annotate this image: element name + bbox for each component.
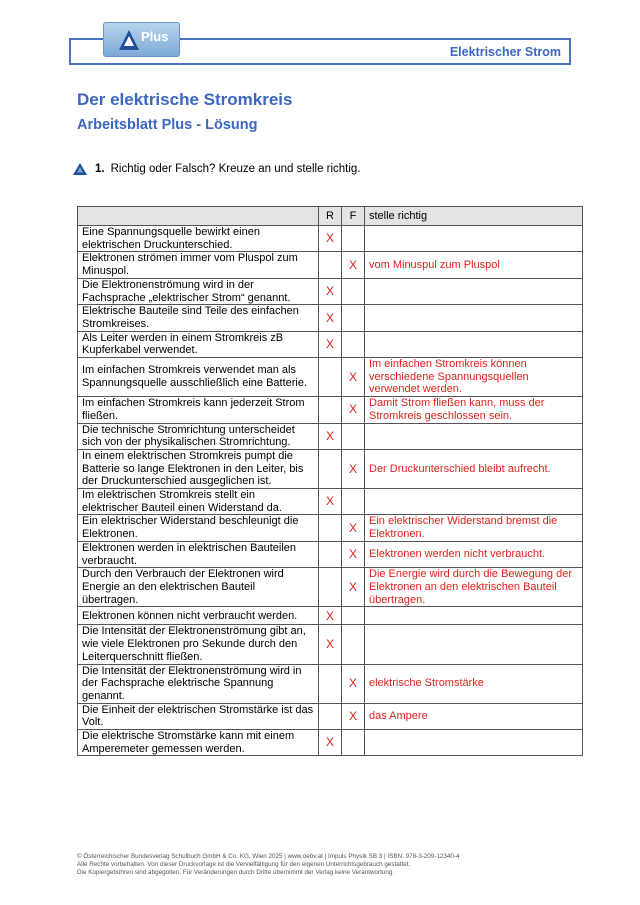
table-row: [78, 226, 583, 252]
table-row: [78, 664, 583, 703]
correction-header: stelle richtig: [365, 207, 583, 226]
table-row: [78, 541, 583, 567]
f-mark-cell: [342, 226, 365, 252]
r-mark-cell: X: [319, 305, 342, 331]
r-mark-cell: [319, 664, 342, 703]
f-mark-cell: X: [342, 703, 365, 729]
r-mark-cell: [319, 397, 342, 423]
statement-cell: Die Einheit der elektrischen Stromstärke ist das Volt.: [78, 703, 319, 729]
statement-cell: Elektrische Bauteile sind Teile des einfachen Stromkreises.: [78, 305, 319, 331]
r-mark-cell: X: [319, 226, 342, 252]
correction-cell: elektrische Stromstärke: [365, 664, 583, 703]
table-header-row: [78, 207, 583, 226]
table-row: [78, 252, 583, 278]
correction-cell: [365, 305, 583, 331]
footer: [77, 853, 460, 877]
statement-cell: Elektronen strömen immer vom Pluspol zum Minuspol.: [78, 252, 319, 278]
r-mark-cell: [319, 568, 342, 607]
header-subject: Elektrischer Strom: [449, 45, 561, 59]
table-row: [78, 607, 583, 625]
f-mark-cell: X: [342, 358, 365, 397]
f-mark-cell: [342, 305, 365, 331]
r-mark-cell: [319, 703, 342, 729]
statement-cell: Ein elektrischer Widerstand beschleunigt die Elektronen.: [78, 515, 319, 541]
statement-cell: Die Intensität der Elektronenströmung gibt an, wie viele Elektronen pro Sekunde durch den Leiterquerschnitt fließen.: [78, 625, 319, 664]
table-row: [78, 423, 583, 449]
f-mark-cell: [342, 625, 365, 664]
triangle-logo-icon: [118, 29, 140, 51]
f-mark-cell: [342, 730, 365, 756]
statement-cell: Eine Spannungsquelle bewirkt einen elektrischen Druckunterschied.: [78, 226, 319, 252]
r-mark-cell: X: [319, 607, 342, 625]
r-header: R: [319, 207, 342, 226]
logo-text: Plus: [141, 29, 169, 44]
f-mark-cell: X: [342, 515, 365, 541]
footer-disclaimer: Die Kopiergebühren sind abgegolten. Für Veränderungen durch Dritte übernimmt der Verlag keine Verantwortung.: [77, 869, 395, 876]
r-mark-cell: X: [319, 423, 342, 449]
table-row: [78, 730, 583, 756]
f-mark-cell: [342, 423, 365, 449]
statement-cell: Im einfachen Stromkreis kann jederzeit Strom fließen.: [78, 397, 319, 423]
triangle-bullet-icon: [73, 163, 87, 175]
statement-cell: Die elektrische Stromstärke kann mit einem Amperemeter gemessen werden.: [78, 730, 319, 756]
correction-cell: das Ampere: [365, 703, 583, 729]
table-row: [78, 515, 583, 541]
page-subtitle: Arbeitsblatt Plus - Lösung: [77, 117, 258, 133]
correction-cell: Die Energie wird durch die Bewegung der Elektronen an den elektrischen Bauteil übertragen.: [365, 568, 583, 607]
statement-cell: Im elektrischen Stromkreis stellt ein elektrischer Bauteil einen Widerstand da.: [78, 489, 319, 515]
correction-cell: [365, 331, 583, 357]
r-mark-cell: X: [319, 625, 342, 664]
statement-cell: Die Elektronenströmung wird in der Fachsprache „elektrischer Strom“ genannt.: [78, 278, 319, 304]
correction-cell: [365, 607, 583, 625]
r-mark-cell: [319, 541, 342, 567]
table-row: [78, 278, 583, 304]
f-mark-cell: X: [342, 397, 365, 423]
correction-cell: vom Minuspul zum Pluspol: [365, 252, 583, 278]
table-row: [78, 568, 583, 607]
correction-cell: [365, 730, 583, 756]
correction-cell: Ein elektrischer Widerstand bremst die Elektronen.: [365, 515, 583, 541]
answer-table: [77, 206, 583, 756]
footer-rights: Alle Rechte vorbehalten. Von dieser Druckvorlage ist die Vervielfältigung für den eigenen Unterrichtsgebrauch gestattet.: [77, 861, 411, 868]
correction-cell: Damit Strom fließen kann, muss der Stromkreis geschlossen sein.: [365, 397, 583, 423]
f-mark-cell: [342, 489, 365, 515]
r-mark-cell: X: [319, 489, 342, 515]
table-row: [78, 449, 583, 488]
correction-cell: [365, 278, 583, 304]
correction-cell: [365, 226, 583, 252]
correction-cell: Der Druckunterschied bleibt aufrecht.: [365, 449, 583, 488]
correction-cell: Elektronen werden nicht verbraucht.: [365, 541, 583, 567]
table-row: [78, 397, 583, 423]
statement-cell: Durch den Verbrauch der Elektronen wird Energie an den elektrischen Bauteil übertragen.: [78, 568, 319, 607]
f-mark-cell: [342, 607, 365, 625]
task-text: Richtig oder Falsch? Kreuze an und stelle richtig.: [110, 163, 361, 175]
table-row: [78, 703, 583, 729]
correction-cell: Im einfachen Stromkreis können verschiedene Spannungsquellen verwendet werden.: [365, 358, 583, 397]
correction-cell: [365, 489, 583, 515]
table-row: [78, 331, 583, 357]
statement-cell: Elektronen werden in elektrischen Bauteilen verbraucht.: [78, 541, 319, 567]
statement-cell: Die Intensität der Elektronenströmung wird in der Fachsprache elektrische Spannung genannt.: [78, 664, 319, 703]
statement-cell: In einem elektrischen Stromkreis pumpt die Batterie so lange Elektronen in den Leiter, bis der Druckunterschied ausgeglichen ist.: [78, 449, 319, 488]
statement-cell: Elektronen können nicht verbraucht werden.: [78, 607, 319, 625]
table-row: [78, 305, 583, 331]
r-mark-cell: [319, 252, 342, 278]
r-mark-cell: [319, 449, 342, 488]
page-title: Der elektrische Stromkreis: [77, 90, 293, 109]
r-mark-cell: X: [319, 278, 342, 304]
f-mark-cell: X: [342, 449, 365, 488]
r-mark-cell: X: [319, 331, 342, 357]
r-mark-cell: [319, 358, 342, 397]
task-instruction: [73, 163, 361, 175]
f-mark-cell: X: [342, 568, 365, 607]
r-mark-cell: X: [319, 730, 342, 756]
f-mark-cell: [342, 331, 365, 357]
plus-logo: [103, 22, 180, 57]
f-mark-cell: X: [342, 252, 365, 278]
correction-cell: [365, 625, 583, 664]
f-mark-cell: X: [342, 664, 365, 703]
statement-cell: Als Leiter werden in einem Stromkreis zB Kupferkabel verwendet.: [78, 331, 319, 357]
statement-cell: Im einfachen Stromkreis verwendet man als Spannungsquelle ausschließlich eine Batterie.: [78, 358, 319, 397]
task-number: 1.: [95, 163, 105, 175]
f-mark-cell: [342, 278, 365, 304]
f-mark-cell: X: [342, 541, 365, 567]
table-body: [78, 226, 583, 756]
f-header: F: [342, 207, 365, 226]
footer-copyright: © Österreichischer Bundesverlag Schulbuch GmbH & Co. KG, Wien 2025 | www.oebv.at | Impuls Physik SB 3 | ISBN: 978-3-209-12340-4: [77, 853, 460, 860]
table-row: [78, 625, 583, 664]
statement-header: [78, 207, 319, 226]
table-row: [78, 489, 583, 515]
r-mark-cell: [319, 515, 342, 541]
statement-cell: Die technische Stromrichtung unterscheidet sich von der physikalischen Stromrichtung.: [78, 423, 319, 449]
table-row: [78, 358, 583, 397]
correction-cell: [365, 423, 583, 449]
